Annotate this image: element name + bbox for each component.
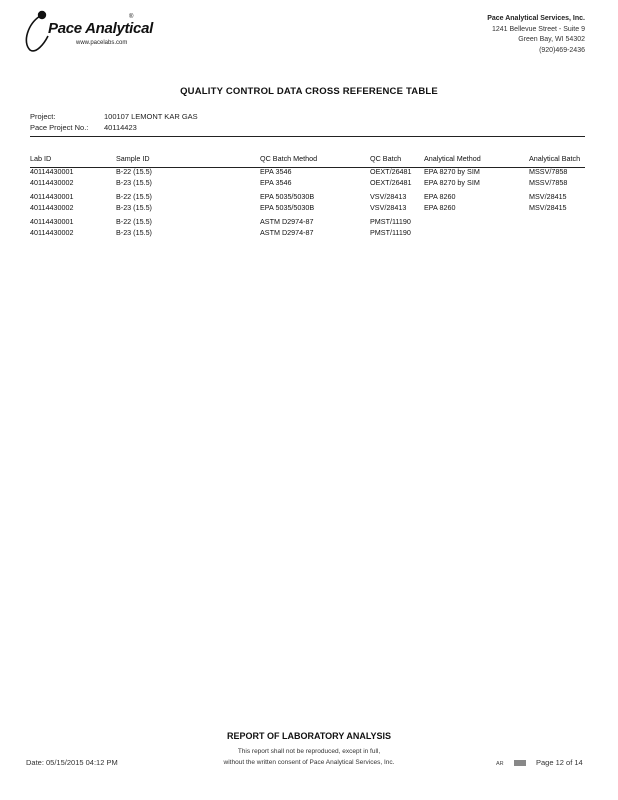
cell-sample-id: B-22 (15.5): [116, 167, 152, 176]
cell-qc-batch-method: ASTM D2974-87: [260, 227, 314, 237]
qc-cross-reference-table: [30, 143, 585, 238]
table-row: [30, 178, 585, 189]
logo-trademark: ®: [129, 14, 134, 20]
review-stamp-icon: [514, 760, 526, 766]
col-header-analytical-method: Analytical Method: [424, 154, 481, 163]
logo-url: www.pacelabs.com: [76, 40, 128, 46]
cell-qc-batch: OEXT/26481: [370, 167, 412, 176]
cell-sample-id: B-23 (15.5): [116, 202, 152, 212]
page-title: QUALITY CONTROL DATA CROSS REFERENCE TABLE: [180, 86, 438, 97]
notice-line-2: without the written consent of Pace Analytical Services, Inc.: [223, 759, 395, 766]
header-rule-top: [30, 136, 585, 137]
address-street: 1241 Bellevue Street - Suite 9: [491, 25, 585, 33]
cell-analytical-batch: MSV/28415: [529, 202, 567, 212]
cell-analytical-batch: [529, 217, 585, 228]
notice-line-1: This report shall not be reproduced, except in full,: [237, 748, 381, 755]
col-header-qc-batch-method: QC Batch Method: [260, 154, 318, 163]
cell-qc-batch-method: EPA 3546: [260, 167, 292, 176]
cell-analytical-method: EPA 8260: [424, 192, 456, 201]
cell-qc-batch-method: EPA 5035/5030B: [260, 202, 315, 212]
cell-qc-batch: PMST/11190: [370, 217, 411, 226]
col-header-qc-batch: QC Batch: [370, 154, 402, 163]
cell-lab-id: 40114430001: [30, 167, 74, 176]
cell-qc-batch: PMST/11190: [370, 227, 411, 237]
cell-qc-batch: OEXT/26481: [370, 177, 412, 187]
project-value: 100107 LEMONT KAR GAS: [104, 112, 198, 121]
table-row: [30, 167, 585, 178]
cell-qc-batch-method: EPA 3546: [260, 177, 292, 187]
cell-qc-batch: VSV/28413: [370, 202, 407, 212]
cell-qc-batch-method: ASTM D2974-87: [260, 217, 314, 226]
table-row: [30, 203, 585, 214]
cell-analytical-batch: MSSV/7858: [529, 167, 568, 176]
cell-lab-id: 40114430001: [30, 192, 74, 201]
cell-analytical-method: EPA 8270 by SIM: [424, 167, 480, 176]
cell-lab-id: 40114430002: [30, 202, 74, 212]
cell-sample-id: B-22 (15.5): [116, 217, 152, 226]
table-row: [30, 217, 585, 228]
address-city: Green Bay, WI 54302: [518, 36, 585, 43]
cell-analytical-method: EPA 8260: [424, 202, 456, 212]
cell-lab-id: 40114430002: [30, 227, 74, 237]
col-header-analytical-batch: Analytical Batch: [529, 154, 581, 163]
col-header-sample-id: Sample ID: [116, 154, 150, 163]
cell-lab-id: 40114430002: [30, 177, 74, 187]
cell-qc-batch: VSV/28413: [370, 192, 407, 201]
cell-analytical-batch: [529, 228, 585, 239]
cell-qc-batch-method: EPA 5035/5030B: [260, 192, 315, 201]
logo-wordmark: Pace Analytical: [48, 20, 154, 37]
table-row: [30, 228, 585, 239]
pace-project-value: 40114423: [104, 123, 137, 132]
lab-address: [487, 14, 585, 56]
address-phone: (920)469-2436: [539, 46, 585, 54]
reviewer-initials: AR: [496, 761, 504, 767]
pace-project-label: Pace Project No.:: [30, 123, 89, 132]
page-number: Page 12 of 14: [536, 758, 583, 767]
cell-analytical-method: EPA 8270 by SIM: [424, 177, 480, 187]
cell-lab-id: 40114430001: [30, 217, 74, 226]
cell-analytical-method: [424, 217, 529, 228]
col-header-lab-id: Lab ID: [30, 154, 52, 163]
table-row: [30, 192, 585, 203]
address-company: Pace Analytical Services, Inc.: [487, 15, 585, 22]
cell-sample-id: B-22 (15.5): [116, 192, 152, 201]
cell-analytical-batch: MSV/28415: [529, 192, 567, 201]
project-label: Project:: [30, 112, 56, 121]
cell-sample-id: B-23 (15.5): [116, 227, 152, 237]
cell-analytical-batch: MSSV/7858: [529, 177, 568, 187]
cell-sample-id: B-23 (15.5): [116, 177, 152, 187]
table-header-row: [30, 143, 585, 167]
report-date: Date: 05/15/2015 04:12 PM: [26, 758, 118, 767]
cell-analytical-method: [424, 228, 529, 239]
report-footer-title: REPORT OF LABORATORY ANALYSIS: [226, 731, 392, 741]
